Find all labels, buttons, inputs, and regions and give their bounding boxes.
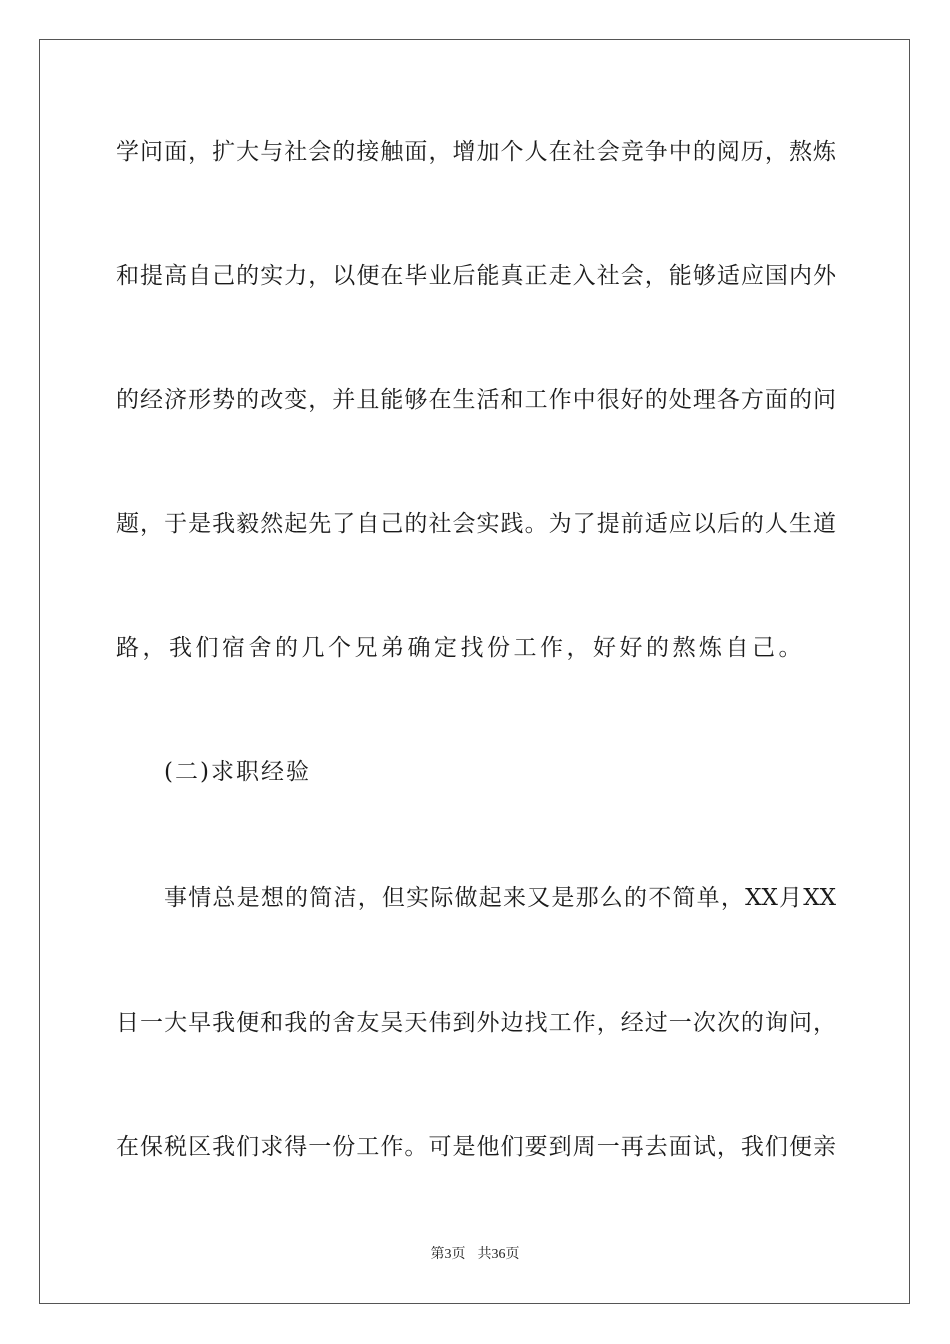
paragraph-line-1: 学问面，扩大与社会的接触面，增加个人在社会竞争中的阅历，熬炼: [116, 139, 836, 165]
section-heading: (二)求职经验: [164, 759, 311, 785]
paragraph-line-2: 和提高自己的实力，以便在毕业后能真正走入社会，能够适应国内外: [116, 263, 836, 289]
paragraph-line-5: 路，我们宿舍的几个兄弟确定找份工作，好好的熬炼自己。: [116, 635, 805, 661]
paragraph-line-7: 事情总是想的简洁，但实际做起来又是那么的不简单，XX月XX: [164, 885, 836, 911]
page-border: [39, 39, 910, 1304]
page-footer: [0, 1246, 950, 1264]
page-number: 第3页: [430, 1247, 466, 1262]
paragraph-line-4: 题，于是我毅然起先了自己的社会实践。为了提前适应以后的人生道: [116, 511, 836, 537]
paragraph-line-8: 日一大早我便和我的舍友吴天伟到外边找工作，经过一次次的询问，: [116, 1010, 836, 1036]
paragraph-line-9: 在保税区我们求得一份工作。可是他们要到周一再去面试，我们便亲: [116, 1134, 836, 1160]
page-total: 共36页: [477, 1247, 520, 1262]
paragraph-line-3: 的经济形势的改变，并且能够在生活和工作中很好的处理各方面的问: [116, 387, 836, 413]
